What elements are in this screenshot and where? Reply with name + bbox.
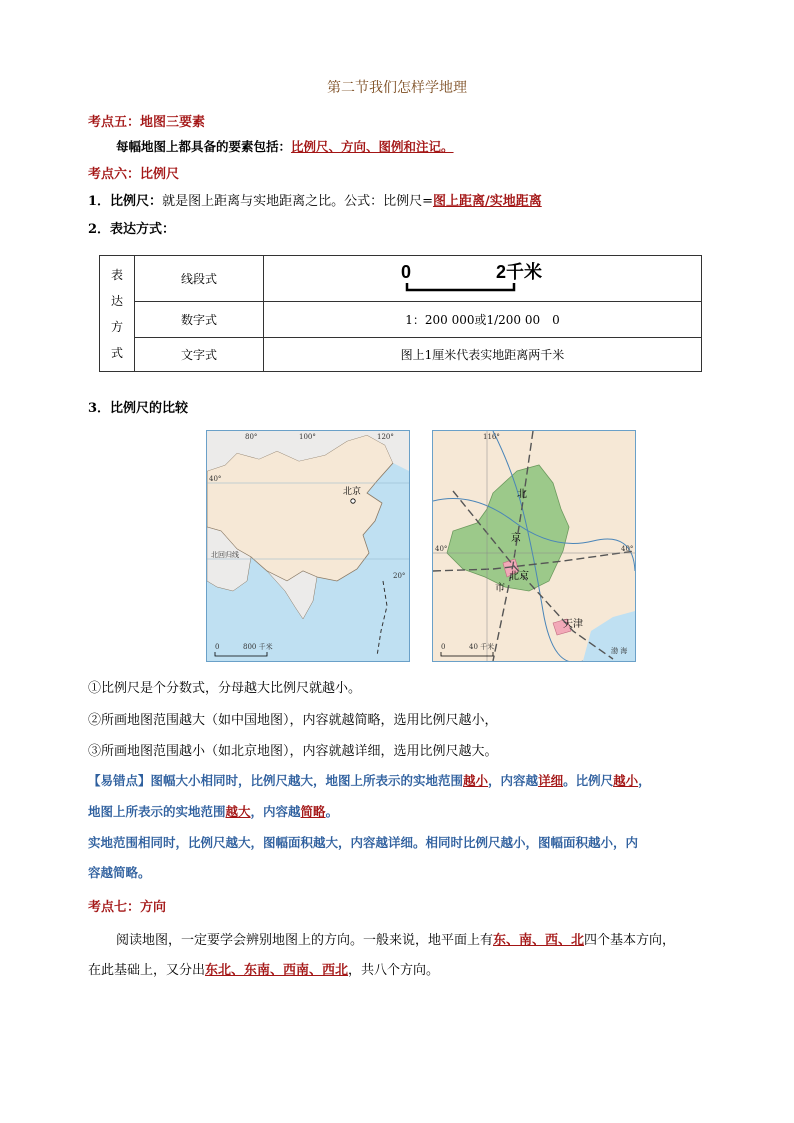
map2-lat-right: 40° [621,545,634,553]
kp7-line-1 [116,929,675,948]
side-char: 达 [110,293,123,308]
table-side-label [100,256,135,372]
tip-label: 【易错点】 [88,773,151,788]
note-2: ②所画地图范围越大（如中国地图），内容就越简略，选用比例尺越小， [88,713,498,728]
lat-label: 40° [209,475,222,483]
map2-city-label: 北京 [509,571,529,582]
lat-label-right: 20° [393,572,406,580]
beijing-map [432,430,636,662]
tip-text: 图幅大小相同时，比例尺越大，地图上所表示的实地范围 [150,773,464,788]
kp7-answer: 东北、东南、西南、西北 [205,963,349,978]
row-value-number: 1：200 000或1/200 00 0 [264,302,702,338]
side-char: 式 [110,345,123,360]
map2-scale-zero: 0 [441,643,446,651]
item1-formula: 图上距离/实地距离 [432,194,542,209]
kp6-item3: 3．比例尺的比较 [88,401,189,416]
tip-text: ，内容越 [250,804,301,819]
kp7-text: 阅读地图，一定要学会辨别地图上的方向。一般来说，地平面上有 [116,933,494,948]
tip-text: 。比例尺 [563,773,614,788]
tianjin-label: 天津 [563,619,583,630]
map2-char-bei: 北 [517,489,527,500]
map2-lon-label: 116° [483,433,500,441]
tip-text: 地图上所表示的实地范围 [88,804,226,819]
summary-line-1: 实地范围相同时，比例尺越大，图幅面积越大，内容越详细。相同时比例尺越小，图幅面积越小，内 [88,835,639,850]
page-title: 第二节我们怎样学地理 [327,80,467,96]
note-1: ①比例尺是个分数式，分母越大比例尺就越小。 [88,681,362,696]
summary-line-2: 容越简略。 [88,865,151,880]
map2-char-jing: 京 [511,533,521,544]
lon-label: 80° [245,433,258,441]
kp7-text: ，共八个方向。 [348,963,440,978]
scale-bar [407,283,514,290]
map2-lat-left: 40° [435,545,448,553]
kp6-heading: 考点六：比例尺 [88,167,180,182]
side-char: 表 [110,267,123,282]
lon-label: 120° [377,433,394,441]
row-value-text: 图上1厘米代表实地距离两千米 [264,338,702,372]
kp5-answer: 比例尺、方向、图例和注记。 [291,139,454,154]
tip-answer: 越大 [225,804,251,819]
sea-border [377,581,387,656]
kp7-line-2 [88,959,439,978]
china-map [206,430,410,662]
kp7-answer: 东、南、西、北 [493,933,585,948]
kp7-text: 在此基础上，又分出 [88,963,206,978]
china-city-label: 北京 [343,487,362,497]
sea-label: 渤 海 [611,647,628,655]
line-scale-graphic [393,257,573,297]
row-name-text: 文字式 [135,338,264,372]
map2-scale-text: 40 千米 [469,643,495,651]
kp5-prefix: 每幅地图上都具备的要素包括： [116,139,292,154]
map1-scale-bar [215,652,267,656]
kp6-item2: 2．表达方式： [88,222,176,237]
kp7-text: 四个基本方向， [584,933,676,948]
beijing-dot [351,499,355,503]
map1-scale-zero: 0 [215,643,220,651]
map1-scale-text: 800 千米 [243,643,273,651]
kp5-heading: 考点五：地图三要素 [88,115,206,130]
expression-table [99,255,702,372]
tip-line-1 [88,771,651,789]
tropic-label: 北回归线 [211,551,239,559]
kp5-line [116,137,454,155]
tip-answer: 越小 [613,773,639,788]
row-name-line: 线段式 [135,256,264,302]
item1-num: 1． [88,194,111,209]
note-3: ③所画地图范围越小（如北京地图），内容就越详细，选用比例尺越大。 [88,744,498,759]
se-asia-land [267,571,317,619]
item1-label: 比例尺： [110,194,163,209]
tip-answer: 详细 [538,773,564,788]
lon-label: 100° [299,433,316,441]
map2-scale-bar [441,652,493,656]
scale-end: 2千米 [495,262,542,282]
tip-text: ，内容越 [488,773,539,788]
tip-answer: 简略 [300,804,326,819]
item1-text: 就是图上距离与实地距离之比。公式：比例尺= [162,194,433,209]
scale-zero: 0 [400,262,411,282]
side-char: 方 [110,319,123,334]
row-value-line [264,256,702,302]
tip-text: ， [638,773,651,788]
tip-answer: 越小 [463,773,489,788]
tip-text: 。 [325,804,339,819]
map2-char-shi: 市 [495,583,505,594]
tip-line-2 [88,802,338,820]
kp7-heading: 考点七：方向 [88,900,167,915]
kp6-item1 [88,190,542,209]
row-name-number: 数字式 [135,302,264,338]
